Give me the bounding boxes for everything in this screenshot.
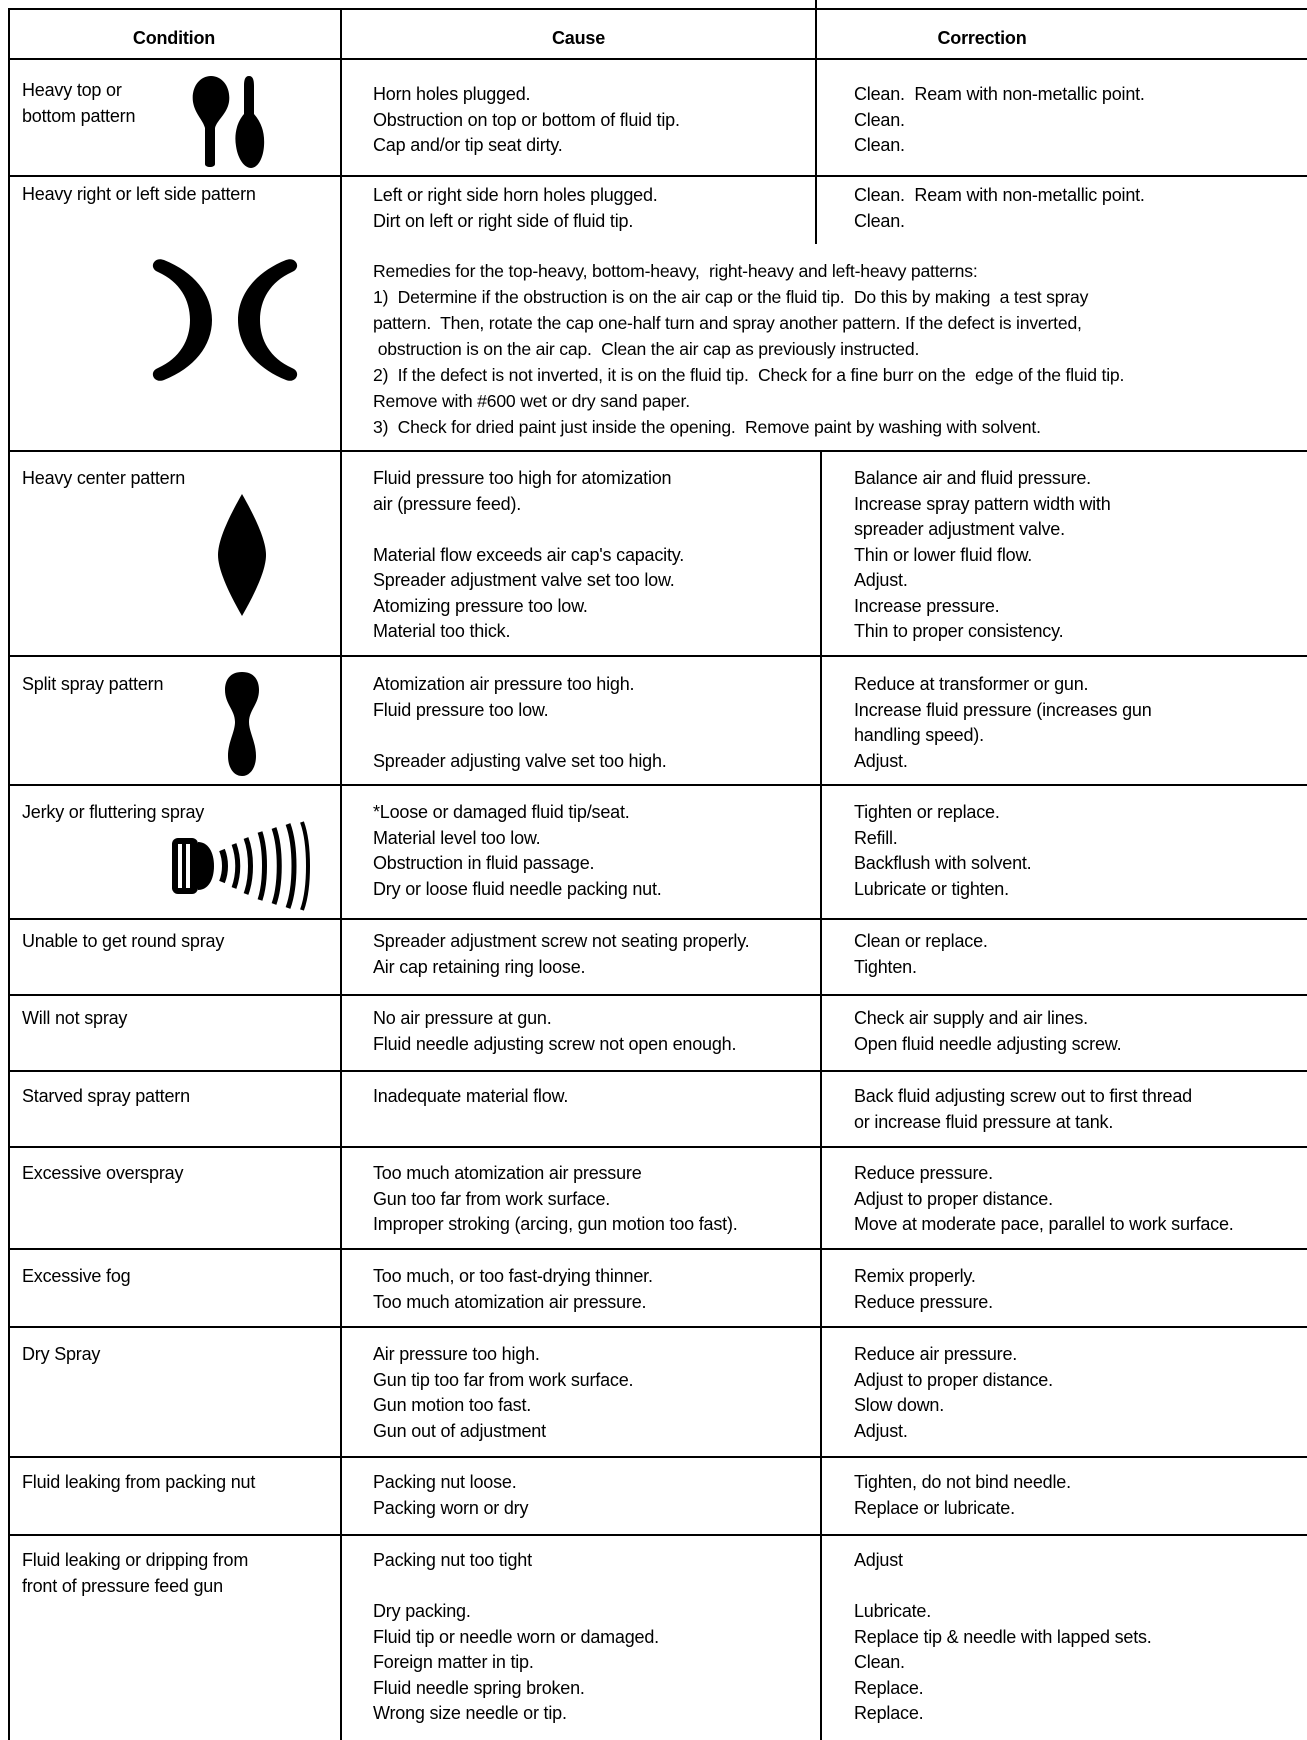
table-rule	[8, 1326, 1307, 1328]
condition-cell: Fluid leaking or dripping from front of pressure feed gun	[22, 1550, 249, 1596]
cause-cell: Fluid pressure too high for atomization air (pressure feed). Material flow exceeds air cap's capacity. Spreader adjustment valve set too low. Atomizing pressure too low. Material too thick.	[373, 468, 685, 641]
cause-cell: Atomization air pressure too high. Fluid pressure too low. Spreader adjusting valve set too high.	[373, 674, 667, 771]
table-rule	[8, 994, 1307, 996]
correction-cell: Adjust Lubricate. Replace tip & needle with lapped sets. Clean. Replace. Replace.	[854, 1550, 1152, 1723]
condition-cell: Starved spray pattern	[22, 1086, 190, 1106]
heavy-center-pattern-icon	[216, 492, 268, 618]
cause-cell: *Loose or damaged fluid tip/seat. Material level too low. Obstruction in fluid passage. Dry or loose fluid needle packing nut.	[373, 802, 662, 899]
condition-cell: Excessive fog	[22, 1266, 131, 1286]
correction-cell: Clean. Ream with non-metallic point. Clean. Clean.	[854, 84, 1145, 155]
cause-cell: Packing nut loose. Packing worn or dry	[373, 1472, 529, 1518]
remedies-note: Remedies for the top-heavy, bottom-heavy, right-heavy and left-heavy patterns: 1) Determine if the obstruction is on the air cap or the fluid tip. Do this by making a test spray pattern. Then, rotate the cap one-half turn and spray another pattern. If the defect is inverted, obstruction is on the air cap. Clean the air cap as previously instructed. 2) If the defect is not inverted, it is on the fluid tip. Check for a fine burr on the edge of the fluid tip. Remove with #600 wet or dry sand paper. 3) Check for dried paint just inside the opening. Remove paint by washing with solvent.	[373, 261, 1125, 437]
header-condition: Condition	[132, 28, 216, 48]
table-rule	[8, 1456, 1307, 1458]
condition-cell: Dry Spray	[22, 1344, 101, 1364]
cause-cell: Too much atomization air pressure Gun too far from work surface. Improper stroking (arcing, gun motion too fast).	[373, 1163, 738, 1234]
cause-cell: Packing nut too tight Dry packing. Fluid tip or needle worn or damaged. Foreign matter in tip. Fluid needle spring broken. Wrong size needle or tip.	[373, 1550, 659, 1723]
heavy-side-pattern-icon	[150, 250, 300, 390]
condition-cell: Heavy center pattern	[22, 468, 186, 488]
table-rule	[8, 450, 1307, 452]
table-rule	[8, 1146, 1307, 1148]
condition-cell: Unable to get round spray	[22, 931, 225, 951]
table-rule	[8, 175, 1307, 177]
condition-cell: Heavy top or bottom pattern	[22, 80, 136, 126]
header-cause: Cause	[551, 28, 606, 48]
correction-cell: Tighten, do not bind needle. Replace or lubricate.	[854, 1472, 1071, 1518]
correction-cell: Clean. Ream with non-metallic point. Clean.	[854, 185, 1145, 231]
correction-cell: Remix properly. Reduce pressure.	[854, 1266, 993, 1312]
cause-cell: Inadequate material flow.	[373, 1086, 569, 1106]
cause-cell: Air pressure too high. Gun tip too far from work surface. Gun motion too fast. Gun out of adjustment	[373, 1344, 634, 1441]
correction-cell: Tighten or replace. Refill. Backflush with solvent. Lubricate or tighten.	[854, 802, 1032, 899]
correction-cell: Balance air and fluid pressure. Increase spray pattern width with spreader adjustment valve. Thin or lower fluid flow. Adjust. Increase pressure. Thin to proper consistency.	[854, 468, 1111, 641]
condition-cell: Fluid leaking from packing nut	[22, 1472, 256, 1492]
table-rule	[8, 8, 1307, 10]
table-rule	[8, 918, 1307, 920]
table-rule	[8, 1534, 1307, 1536]
header-correction: Correction	[937, 28, 1027, 48]
table-rule	[8, 1070, 1307, 1072]
condition-cell: Will not spray	[22, 1008, 128, 1028]
table-rule	[820, 450, 822, 1740]
cause-cell: Horn holes plugged. Obstruction on top or bottom of fluid tip. Cap and/or tip seat dirty.	[373, 84, 680, 155]
cause-cell: Too much, or too fast-drying thinner. Too much atomization air pressure.	[373, 1266, 653, 1312]
correction-cell: Reduce at transformer or gun. Increase fluid pressure (increases gun handling speed). Adjust.	[854, 674, 1152, 771]
cause-cell: Left or right side horn holes plugged. Dirt on left or right side of fluid tip.	[373, 185, 658, 231]
correction-cell: Reduce pressure. Adjust to proper distance. Move at moderate pace, parallel to work surface.	[854, 1163, 1234, 1234]
split-spray-pattern-icon	[222, 670, 262, 778]
table-rule	[8, 784, 1307, 786]
cause-cell: Spreader adjustment screw not seating properly. Air cap retaining ring loose.	[373, 931, 750, 977]
condition-cell: Excessive overspray	[22, 1163, 184, 1183]
correction-cell: Check air supply and air lines. Open fluid needle adjusting screw.	[854, 1008, 1122, 1054]
condition-cell: Heavy right or left side pattern	[22, 184, 256, 204]
table-rule	[8, 1248, 1307, 1250]
correction-cell: Reduce air pressure. Adjust to proper distance. Slow down. Adjust.	[854, 1344, 1053, 1441]
heavy-top-bottom-pattern-icon	[185, 70, 275, 170]
condition-cell: Split spray pattern	[22, 674, 164, 694]
cause-cell: No air pressure at gun. Fluid needle adjusting screw not open enough.	[373, 1008, 737, 1054]
correction-cell: Back fluid adjusting screw out to first thread or increase fluid pressure at tank.	[854, 1086, 1192, 1132]
table-rule	[8, 58, 1307, 60]
table-rule	[8, 8, 10, 1740]
fluttering-spray-icon	[170, 820, 320, 912]
condition-cell: Jerky or fluttering spray	[22, 802, 205, 822]
correction-cell: Clean or replace. Tighten.	[854, 931, 988, 977]
table-rule	[8, 655, 1307, 657]
table-rule	[340, 8, 342, 1740]
